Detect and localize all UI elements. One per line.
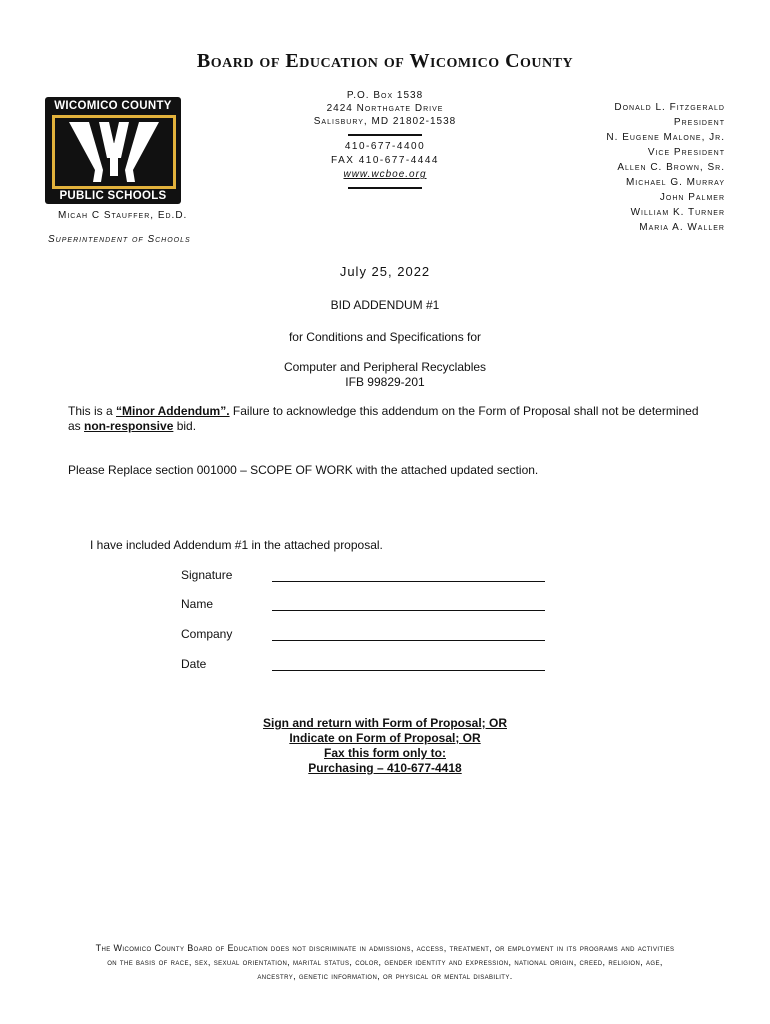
- name-row: [181, 597, 551, 613]
- footer-line: ancestry, genetic information, or physical or mental disability.: [257, 971, 513, 981]
- return-instruction-line: Purchasing – 410-677-4418: [308, 761, 462, 775]
- date-field[interactable]: [272, 670, 545, 671]
- board-role: Vice President: [647, 147, 725, 158]
- acknowledgement-statement: I have included Addendum #1 in the attached proposal.: [90, 538, 383, 552]
- po-box: P.O. Box 1538: [346, 90, 424, 101]
- divider: [348, 134, 422, 136]
- signature-field[interactable]: [272, 581, 545, 582]
- logo-frame: [52, 115, 176, 189]
- company-row: [181, 627, 551, 643]
- board-member: Allen C. Brown, Sr.: [617, 162, 725, 173]
- street-address: 2424 Northgate Drive: [326, 103, 444, 114]
- item-description: [0, 360, 770, 390]
- addendum-title: BID ADDENDUM #1: [330, 298, 440, 312]
- board-member: Maria A. Waller: [639, 222, 725, 233]
- conditions-line: for Conditions and Specifications for: [288, 330, 482, 344]
- school-logo: [45, 97, 181, 204]
- board-member: William K. Turner: [630, 207, 725, 218]
- logo-bottom-text: PUBLIC SCHOOLS: [59, 190, 167, 202]
- signature-label: Signature: [181, 568, 233, 582]
- superintendent-title: Superintendent of Schools: [48, 234, 191, 245]
- name-field[interactable]: [272, 610, 545, 611]
- board-member: Michael G. Murray: [625, 177, 725, 188]
- non-responsive-emphasis: non-responsive: [84, 419, 174, 433]
- return-instruction-line: Indicate on Form of Proposal; OR: [289, 731, 481, 745]
- phone-number: 410-677-4400: [344, 141, 426, 152]
- return-instructions: [0, 716, 770, 776]
- company-field[interactable]: [272, 640, 545, 641]
- return-instruction-line: Sign and return with Form of Proposal; OR: [262, 716, 507, 730]
- board-role: President: [673, 117, 725, 128]
- ifb-number: IFB 99829-201: [345, 375, 425, 389]
- logo-top-text: WICOMICO COUNTY: [54, 100, 172, 112]
- return-instruction-line: Fax this form only to:: [323, 746, 446, 760]
- board-member: Donald L. Fitzgerald: [614, 102, 725, 113]
- item-name: Computer and Peripheral Recyclables: [283, 360, 487, 374]
- nondiscrimination-footer: [30, 941, 740, 983]
- footer-line: on the basis of race, sex, sexual orientation, marital status, color, gender identity and expression, national origin, creed, religion, age,: [107, 957, 663, 967]
- board-member: John Palmer: [659, 192, 725, 203]
- page-title: Board of Education of Wicomico County: [196, 50, 574, 72]
- footer-line: The Wicomico County Board of Education does not discriminate in admissions, access, treatment, or employment in its programs and activities: [95, 943, 675, 953]
- replace-section-paragraph: Please Replace section 001000 – SCOPE OF WORK with the attached updated section.: [68, 463, 539, 477]
- minor-addendum-paragraph: This is a “Minor Addendum”. Failure to acknowledge this addendum on the Form of Proposal shall not be determined as non-responsive bid.: [68, 404, 699, 433]
- minor-addendum-emphasis: “Minor Addendum”.: [116, 404, 230, 418]
- superintendent-name: Micah C Stauffer, Ed.D.: [58, 210, 188, 221]
- website-link[interactable]: www.wcboe.org: [343, 169, 427, 180]
- company-label: Company: [181, 627, 233, 641]
- document-date: July 25, 2022: [339, 264, 431, 279]
- logo-figure-icon: [55, 118, 173, 186]
- address-block: [285, 89, 485, 193]
- board-members-list: [485, 100, 725, 235]
- date-row: [181, 657, 551, 673]
- board-member: N. Eugene Malone, Jr.: [606, 132, 725, 143]
- city-state-zip: Salisbury, MD 21802-1538: [313, 116, 457, 127]
- divider: [348, 187, 422, 189]
- name-label: Name: [181, 597, 214, 611]
- signature-row: [181, 568, 551, 584]
- date-label: Date: [181, 657, 207, 671]
- fax-number: FAX 410-677-4444: [331, 155, 439, 166]
